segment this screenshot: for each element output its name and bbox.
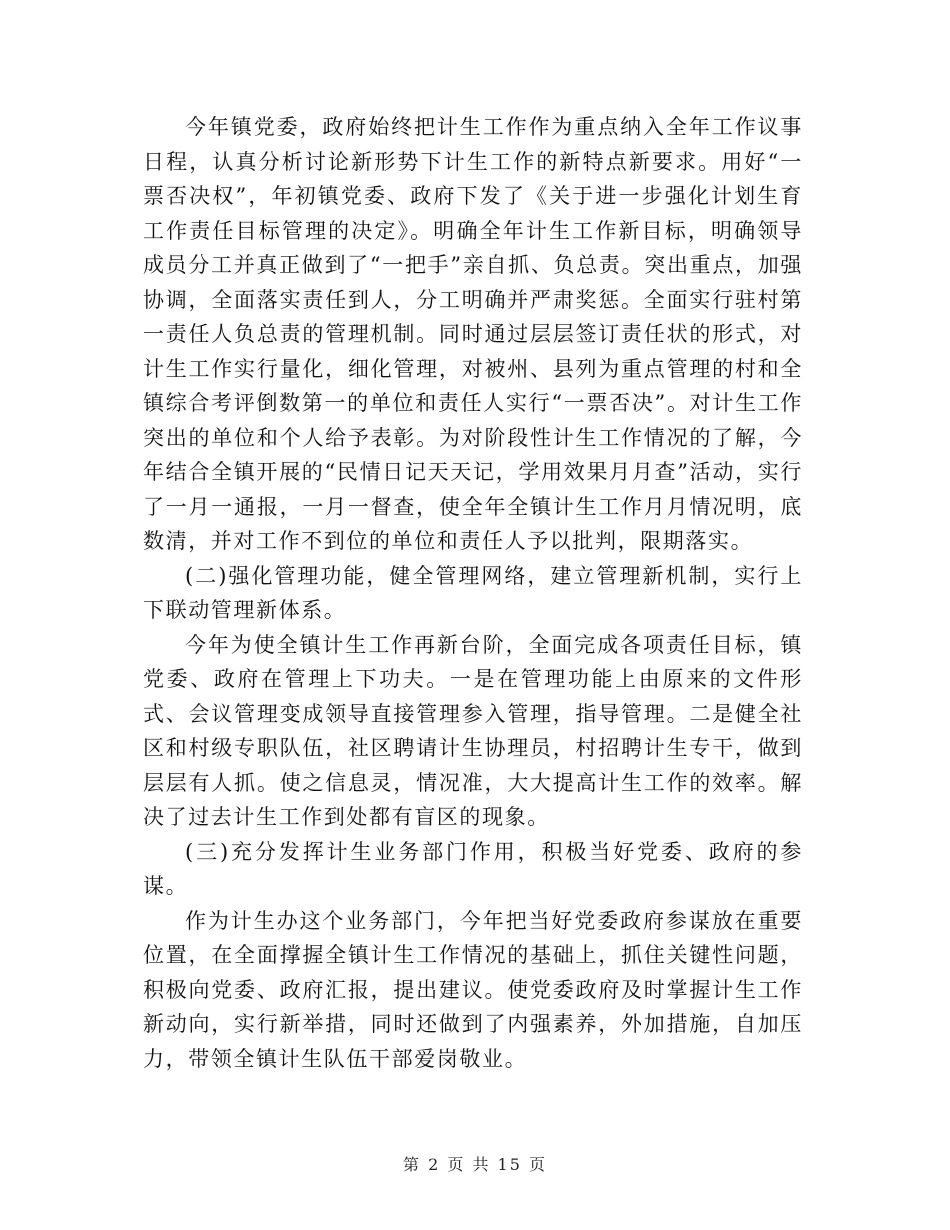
heading-section-3: (三)充分发挥计生业务部门作用，积极当好党委、政府的参谋。 <box>143 839 803 898</box>
paragraph-responsibility: 今年镇党委，政府始终把计生工作作为重点纳入全年工作议事日程，认真分析讨论新形势下计生工作的新特点新要求。用好“一票否决权”，年初镇党委、政府下发了《关于进一步强化计划生育工作责任目标管理的决定》。明确全年计生工作新目标，明确领导成员分工并真正做到了“一把手”亲自抓、负总责。突出重点，加强协调，全面落实责任到人，分工明确并严肃奖惩。全面实行驻村第一责任人负总责的管理机制。同时通过层层签订责任状的形式，对计生工作实行量化，细化管理，对被州、县列为重点管理的村和全镇综合考评倒数第一的单位和责任人实行“一票否决”。对计生工作突出的单位和个人给予表彰。为对阶段性计生工作情况的了解，今年结合全镇开展的“民情日记天天记，学用效果月月查”活动，实行了一月一通报，一月一督查，使全年全镇计生工作月月情况明，底数清，并对工作不到位的单位和责任人予以批判，限期落实。 <box>143 115 803 553</box>
heading-section-2: (二)强化管理功能，健全管理网络，建立管理新机制，实行上下联动管理新体系。 <box>143 563 803 622</box>
document-body <box>143 110 803 1076</box>
page-number-footer: 第 2 页 共 15 页 <box>403 1155 547 1174</box>
paragraph-advisory: 作为计生办这个业务部门，今年把当好党委政府参谋放在重要位置，在全面撑握全镇计生工作情况的基础上，抓住关键性问题，积极向党委、政府汇报，提出建议。使党委政府及时掌握计生工作新动向，实行新举措，同时还做到了内强素养，外加措施，自加压力，带领全镇计生队伍干部爱岗敬业。 <box>143 908 803 1071</box>
paragraph-management: 今年为使全镇计生工作再新台阶，全面完成各项责任目标，镇党委、政府在管理上下功夫。一是在管理功能上由原来的文件形式、会议管理变成领导直接管理参入管理，指导管理。二是健全社区和村级专职队伍，社区聘请计生协理员，村招聘计生专干，做到层层有人抓。使之信息灵，情况准，大大提高计生工作的效率。解决了过去计生工作到处都有盲区的现象。 <box>143 632 803 829</box>
